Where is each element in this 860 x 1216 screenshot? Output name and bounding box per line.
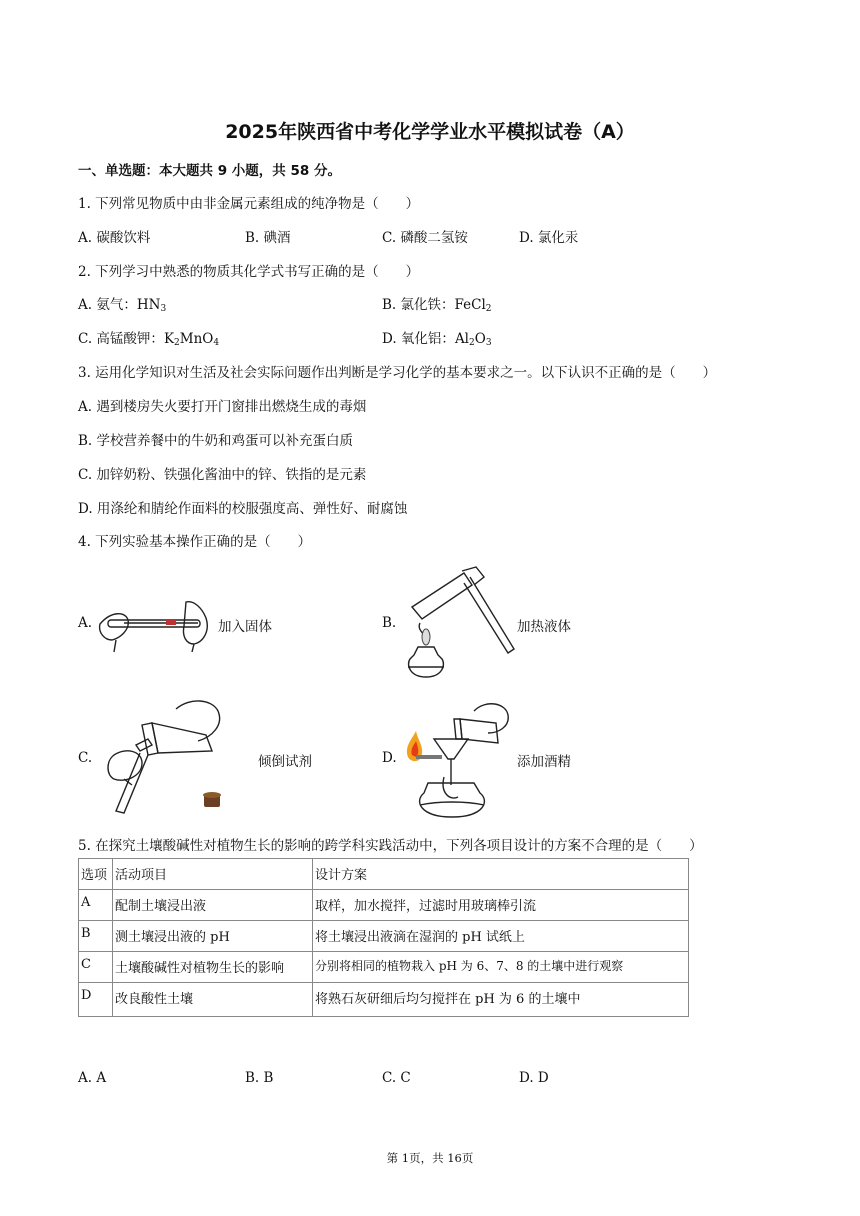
section-heading: 一、单选题：本大题共 9 小题，共 58 分。 [78, 163, 341, 179]
q4-option-a-caption: 加入固体 [218, 619, 272, 635]
q2-stem: 2. 下列学习中熟悉的物质其化学式书写正确的是（ ） [78, 264, 420, 280]
table-cell: 配制土壤浸出液 [113, 890, 313, 921]
q3-option-c[interactable]: C. 加锌奶粉、铁强化酱油中的锌、铁指的是元素 [78, 467, 367, 483]
table-cell: 土壤酸碱性对植物生长的影响 [113, 952, 313, 983]
table-row [79, 890, 689, 921]
table-row [79, 952, 689, 983]
table-cell: D [79, 983, 113, 1017]
page-title: 2025年陕西省中考化学学业水平模拟试卷（A） [225, 121, 635, 143]
table-cell: 改良酸性土壤 [113, 983, 313, 1017]
q3-option-b[interactable]: B. 学校营养餐中的牛奶和鸡蛋可以补充蛋白质 [78, 433, 354, 449]
table-header-row [79, 859, 689, 890]
q2-option-d[interactable]: D. 氧化铝：$Al_2O_3$ [382, 331, 492, 348]
q1-stem: 1. 下列常见物质中由非金属元素组成的纯净物是（ ） [78, 196, 420, 212]
q4-option-c-caption: 倾倒试剂 [258, 754, 312, 770]
q4-stem: 4. 下列实验基本操作正确的是（ ） [78, 534, 312, 550]
q2-option-b[interactable]: B. 氯化铁：FeCl$_2$ [382, 297, 492, 314]
q1-option-a[interactable]: A. 碳酸饮料 [78, 230, 151, 246]
q5-table [78, 858, 689, 1017]
q5-option-a[interactable]: A. A [78, 1070, 107, 1086]
q5-option-b[interactable]: B. B [245, 1070, 274, 1086]
q1-option-b[interactable]: B. 碘酒 [245, 230, 291, 246]
table-row [79, 983, 689, 1017]
q3-stem: 3. 运用化学知识对生活及社会实际问题作出判断是学习化学的基本要求之一。以下认识不正确的是（ ） [78, 365, 717, 381]
q2-option-c[interactable]: C. 高锰酸钾：$K_2MnO_4$ [78, 331, 220, 348]
q4-option-b-caption: 加热液体 [517, 619, 571, 635]
q4-option-c-letter[interactable]: C. [78, 750, 93, 766]
table-cell: B [79, 921, 113, 952]
q1-option-c[interactable]: C. 磷酸二氢铵 [382, 230, 468, 246]
heat-liquid-illustration [398, 565, 518, 683]
q4-option-d-letter[interactable]: D. [382, 750, 397, 766]
add-alcohol-illustration [398, 697, 516, 819]
table-cell: C [79, 952, 113, 983]
table-header-cell: 设计方案 [313, 859, 689, 890]
q4-option-b-letter[interactable]: B. [382, 615, 397, 631]
pour-reagent-illustration [94, 695, 230, 821]
table-row [79, 921, 689, 952]
table-cell: 将熟石灰研细后均匀搅拌在 pH 为 6 的土壤中 [313, 983, 689, 1017]
q4-option-a-letter[interactable]: A. [78, 615, 93, 631]
q5-stem: 5. 在探究土壤酸碱性对植物生长的影响的跨学科实践活动中，下列各项目设计的方案不合理的是（ ） [78, 838, 703, 854]
q5-option-c[interactable]: C. C [382, 1070, 411, 1086]
q3-option-a[interactable]: A. 遇到楼房失火要打开门窗排出燃烧生成的毒烟 [78, 399, 367, 415]
table-header-cell: 选项 [79, 859, 113, 890]
page-footer: 第 1页，共 16页 [386, 1151, 474, 1165]
q2-option-a[interactable]: A. 氨气：$HN_3$ [78, 297, 167, 314]
table-cell: 测土壤浸出液的 pH [113, 921, 313, 952]
table-cell: A [79, 890, 113, 921]
table-cell: 取样，加水搅拌，过滤时用玻璃棒引流 [313, 890, 689, 921]
table-header-cell: 活动项目 [113, 859, 313, 890]
q4-option-d-caption: 添加酒精 [517, 754, 571, 770]
q3-option-d[interactable]: D. 用涤纶和腈纶作面料的校服强度高、弹性好、耐腐蚀 [78, 501, 408, 517]
q5-option-d[interactable]: D. D [519, 1070, 549, 1086]
add-solid-illustration [94, 598, 218, 654]
table-cell: 分别将相同的植物栽入 pH 为 6、7、8 的土壤中进行观察 [313, 952, 689, 983]
table-cell: 将土壤浸出液滴在湿润的 pH 试纸上 [313, 921, 689, 952]
q1-option-d[interactable]: D. 氯化汞 [519, 230, 579, 246]
